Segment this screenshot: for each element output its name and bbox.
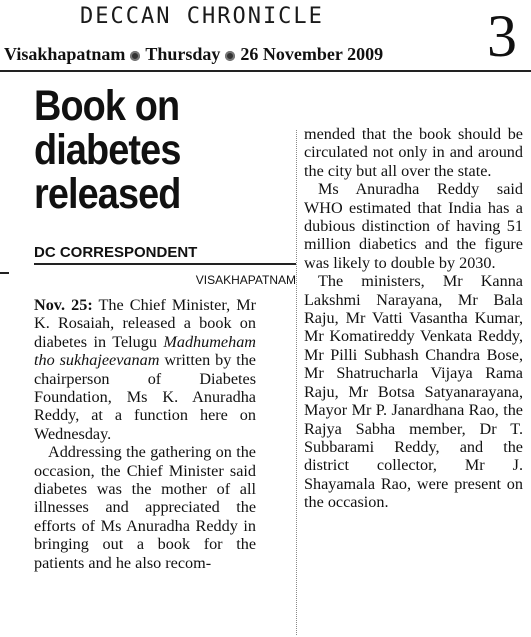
paragraph-1-end: written by the chairperson of Diabetes Foundation, Ms K. Anuradha Reddy, at a function here on Wednesday.	[34, 351, 256, 443]
masthead: DECCAN CHRONICLE	[80, 4, 324, 29]
header-rule	[0, 70, 531, 72]
article-column-1	[34, 296, 256, 572]
page-number: 3	[487, 3, 517, 69]
dateline-day: Thursday	[145, 44, 221, 64]
paragraph-2: Addressing the gathering on the occasion, the Chief Minister said diabetes was the mother of all illnesses and appreciated the efforts of Ms Anuradha Reddy in bringing out a book for the patients and he also recom-	[34, 443, 256, 572]
paragraph-3: Ms Anuradha Reddy said WHO estimated that India has a dubious distinction of having 51 million diabetics and the figure was likely to double by 2030.	[304, 180, 523, 272]
book-title: Madhumeham tho sukhajeevanam	[34, 332, 256, 370]
headline: Book on diabetes released	[34, 82, 181, 218]
dateline	[4, 44, 474, 65]
paragraph-1-start: The Chief Minister, Mr K. Rosaiah, released a book on diabetes in Telugu	[34, 296, 257, 351]
byline: DC CORRESPONDENT	[34, 244, 296, 265]
paragraph-1	[34, 296, 256, 443]
dateline-date: 26 November 2009	[240, 44, 384, 64]
paragraph-4: The ministers, Mr Kanna Lakshmi Narayana, Mr Bala Raju, Mr Vatti Vasantha Kumar, Mr Komatireddy Venkata Reddy, Mr Pilli Subhash Chandra Bose, Mr Shatrucharla Vijaya Rama Raju, Mr Botsa Satyanarayana, Mayor Mr P. Janardhana Rao, the Rajya Sabha member, Dr T. Subbarami Reddy, and the district collector, Mr J. Shayamala Rao, were present on the occasion.	[304, 272, 523, 512]
lead-date: Nov. 25:	[34, 296, 93, 314]
article-column-2	[304, 125, 523, 512]
bullet-icon	[225, 51, 235, 61]
dateline-city: Visakhapatnam	[4, 44, 126, 64]
margin-mark	[0, 272, 9, 274]
bullet-icon	[130, 51, 140, 61]
column-divider	[296, 130, 298, 635]
place-line: VISAKHAPATNAM	[195, 273, 296, 287]
paragraph-2-continued: mended that the book should be circulated not only in and around the city but all over the state.	[304, 125, 523, 180]
